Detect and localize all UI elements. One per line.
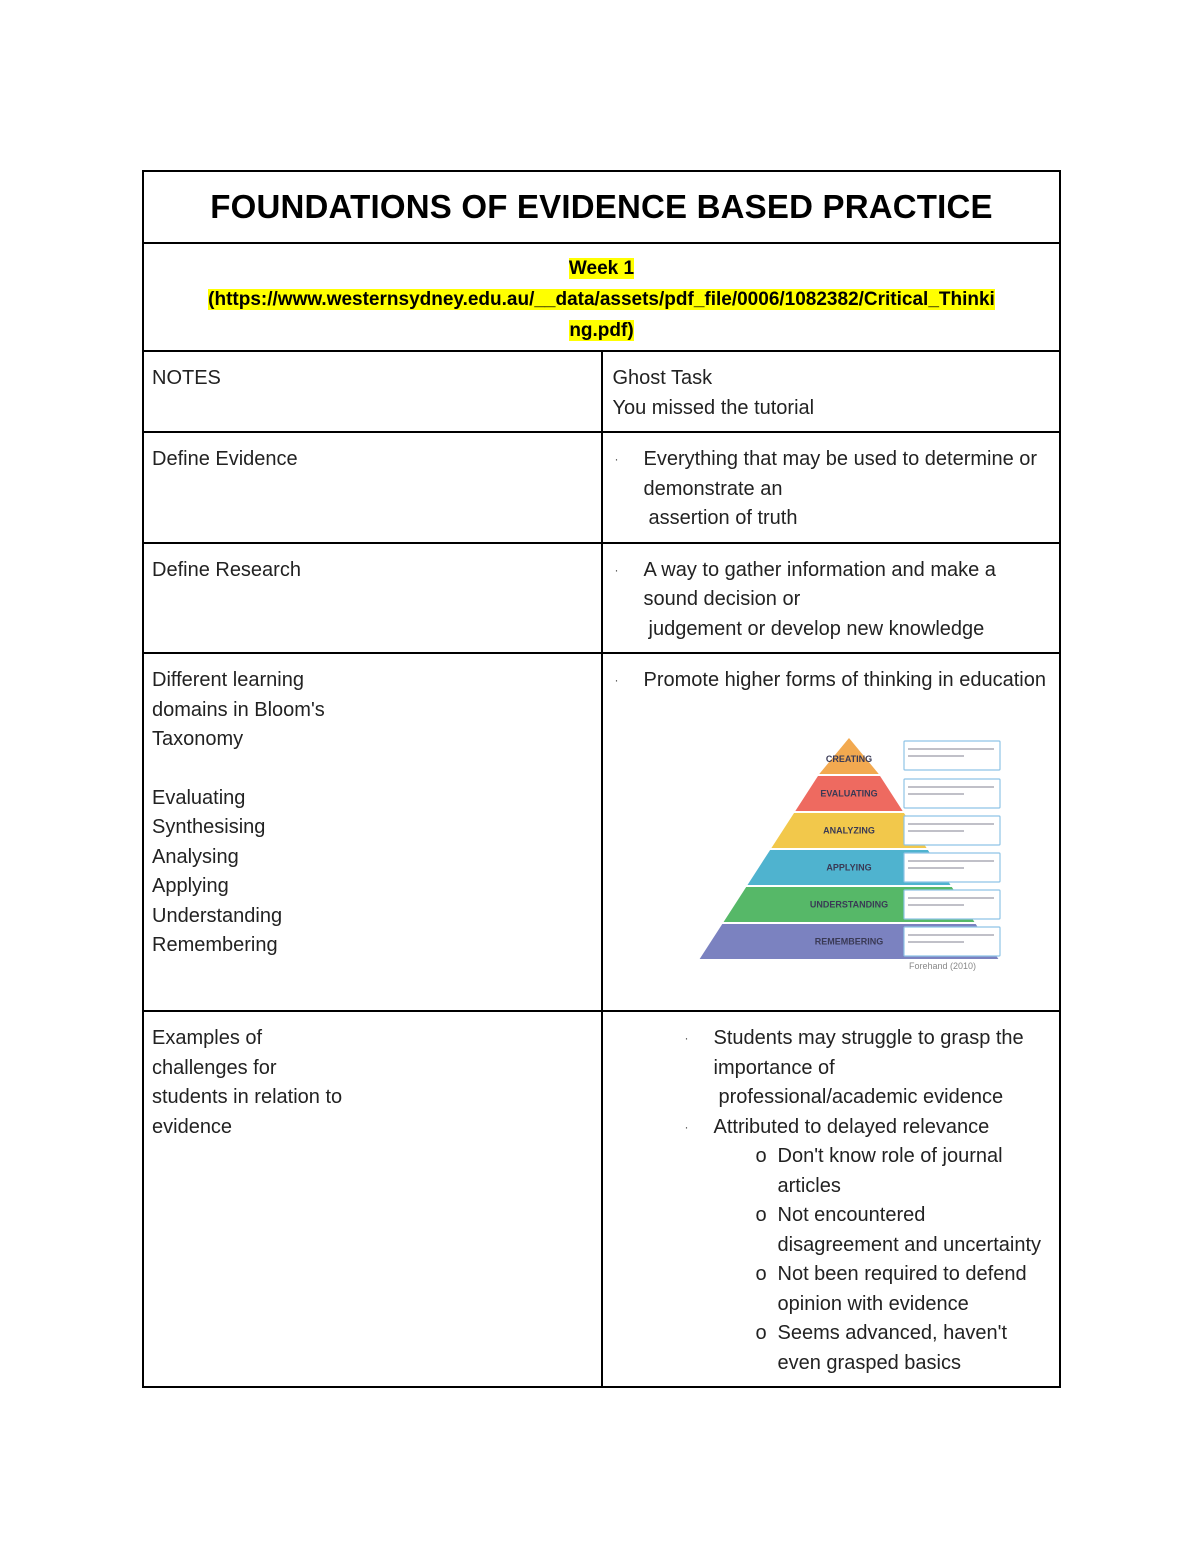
sub-item-text: Don't know role of journal articles <box>777 1145 1003 1197</box>
list-item <box>613 1113 1050 1143</box>
blooms-level: Synthesising <box>152 816 266 838</box>
notes-table <box>142 170 1061 1388</box>
challenges-label-cell <box>143 1011 602 1387</box>
week-link-line2[interactable]: ng.pdf) <box>569 320 634 341</box>
notes-label: NOTES <box>152 367 221 389</box>
blooms-level: Understanding <box>152 904 283 927</box>
title-cell <box>143 171 1060 243</box>
blooms-level: Analysing <box>152 845 239 868</box>
blooms-bullet-text: Promote higher forms of thinking in education <box>643 669 1046 691</box>
research-content-cell <box>602 543 1061 654</box>
challenges-label-line1: Examples of <box>152 1027 263 1049</box>
bullet-dot-icon: · <box>614 562 619 577</box>
evidence-label: Define Evidence <box>152 448 298 470</box>
list-item <box>613 556 1050 645</box>
bullet-dot-icon: · <box>614 452 619 466</box>
sub-item-text: Not been required to defend opinion with evidence <box>777 1263 1027 1315</box>
pyramid-tier-label: EVALUATING <box>819 788 878 798</box>
blooms-pyramid-image <box>699 726 1019 971</box>
pyramid-caption: Forehand (2010) <box>908 960 976 971</box>
circle-bullet-icon: o <box>755 1145 767 1167</box>
blooms-label-line1: Different learning <box>152 669 304 691</box>
bullet-dot-icon: · <box>684 1031 689 1045</box>
notes-label-cell <box>143 351 602 432</box>
pyramid-tier-label: APPLYING <box>825 862 872 872</box>
list-item <box>613 666 1050 696</box>
bullet-dot-icon: · <box>614 673 619 687</box>
week-link-line1[interactable]: (https://www.westernsydney.edu.au/__data/assets/pdf_file/0006/1082382/Critical_Thinki <box>208 289 995 310</box>
pyramid-tier-label: CREATING <box>825 753 872 764</box>
research-text-line2: judgement or develop new knowledge <box>648 617 985 640</box>
list-item <box>613 1024 1050 1113</box>
circle-bullet-icon: o <box>755 1322 767 1344</box>
pyramid-tier-label: ANALYZING <box>822 825 875 835</box>
blooms-label-line3: Taxonomy <box>152 728 244 750</box>
challenges-label-line2: challenges for <box>152 1056 277 1079</box>
sub-item-text: Not encountered disagreement and uncertainty <box>777 1204 1041 1256</box>
challenges-label-line4: evidence <box>152 1115 233 1138</box>
challenges-label-line3: students in relation to <box>152 1086 343 1108</box>
research-label-cell <box>143 543 602 654</box>
blooms-label-line2: domains in Bloom's <box>152 698 325 721</box>
challenge-bullet1-line2: professional/academic evidence <box>718 1086 1004 1108</box>
evidence-text-line2: assertion of truth <box>648 507 798 529</box>
notes-content-cell <box>602 351 1061 432</box>
week-label: Week 1 <box>568 258 635 279</box>
research-text-line1: A way to gather information and make a sound decision or <box>643 558 996 610</box>
notes-line2: You missed the tutorial <box>612 396 815 419</box>
challenge-bullet1-line1: Students may struggle to grasp the importance of <box>713 1027 1024 1079</box>
document-title: FOUNDATIONS OF EVIDENCE BASED PRACTICE <box>210 188 993 225</box>
blooms-level: Applying <box>152 875 229 897</box>
list-item <box>613 445 1050 534</box>
circle-bullet-icon: o <box>755 1263 767 1285</box>
blooms-level: Evaluating <box>152 786 246 809</box>
pyramid-tier-label: REMEMBERING <box>814 936 883 946</box>
sub-list-item <box>613 1142 1050 1201</box>
research-label: Define Research <box>152 558 301 581</box>
circle-bullet-icon: o <box>755 1204 767 1226</box>
blooms-level: Remembering <box>152 934 278 956</box>
sub-list-item <box>613 1319 1050 1378</box>
sub-list-item <box>613 1201 1050 1260</box>
evidence-content-cell <box>602 432 1061 543</box>
evidence-text-line1: Everything that may be used to determine or demonstrate an <box>643 448 1038 500</box>
blooms-content-cell <box>602 653 1061 1011</box>
bullet-dot-icon: · <box>684 1119 689 1134</box>
sub-list-item <box>613 1260 1050 1319</box>
pyramid-tier-label: UNDERSTANDING <box>809 899 888 909</box>
notes-line1: Ghost Task <box>612 367 713 389</box>
blooms-label-cell <box>143 653 602 1011</box>
sub-item-text: Seems advanced, haven't even grasped basics <box>777 1322 1008 1374</box>
challenge-bullet2: Attributed to delayed relevance <box>713 1115 990 1138</box>
week-cell <box>143 243 1060 351</box>
evidence-label-cell <box>143 432 602 543</box>
challenges-content-cell <box>602 1011 1061 1387</box>
